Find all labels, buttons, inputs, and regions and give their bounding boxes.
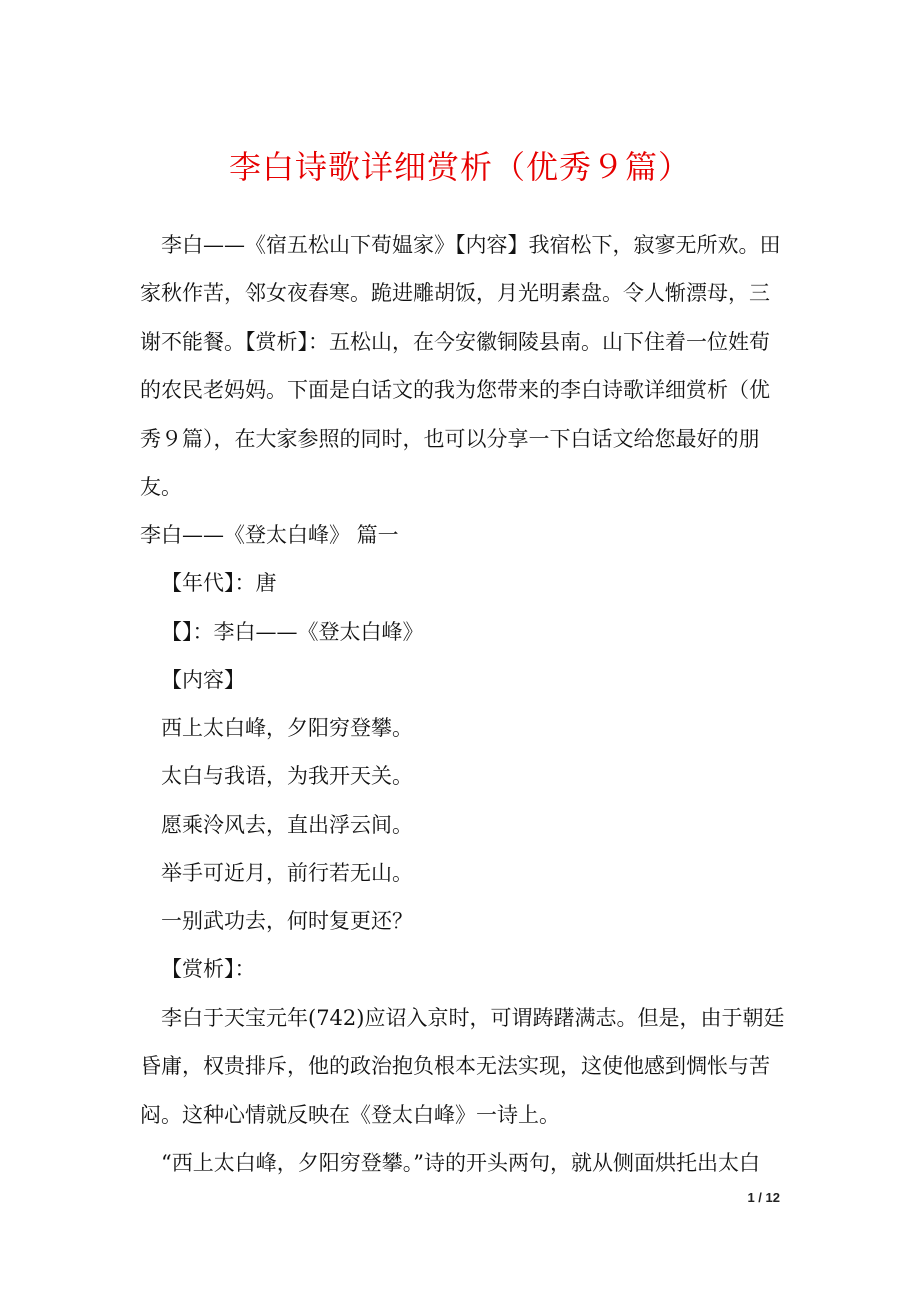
poem-line: 一别武功去，何时复更还？: [161, 909, 413, 933]
document-title: 李白诗歌详细赏析（优秀９篇）: [228, 148, 691, 186]
intro-paragraph: 李白——《宿五松山下荀媪家》【内容】我宿松下，寂寥无所欢。田家秋作苦，邻女夜舂寒。跪进雕胡饭，月光明素盘。令人惭漂母，三谢不能餐。【赏析】：五松山，在今安徽铜陵县南。山下住着一位姓荀的农民老妈妈。下面是白话文的我为您带来的李白诗歌详细赏析（优秀９篇），在大家参照的同时，也可以分享一下白话文给您最好的朋友。: [140, 233, 781, 500]
analysis-paragraph: 李白于天宝元年(742)应诏入京时，可谓踌躇满志。但是，由于朝廷昏庸，权贵排斥，他的政治抱负根本无法实现，这使他感到惆怅与苦闷。这种心情就反映在《登太白峰》一诗上。: [140, 1006, 785, 1127]
analysis-paragraph: “西上太白峰，夕阳穷登攀。”诗的开头两句，就从侧面烘托出太白: [161, 1151, 760, 1175]
era-line: 【年代】：唐: [161, 571, 277, 595]
poem-line: 愿乘泠风去，直出浮云间。: [161, 813, 413, 837]
section-heading: 李白——《登太白峰》 篇一: [140, 523, 399, 547]
author-line: 【】：李白——《登太白峰》: [161, 620, 424, 644]
poem-line: 西上太白峰，夕阳穷登攀。: [161, 716, 413, 740]
content-label: 【内容】: [161, 668, 245, 692]
analysis-label: 【赏析】：: [161, 957, 256, 981]
poem-line: 太白与我语，为我开天关。: [161, 764, 413, 788]
poem-line: 举手可近月，前行若无山。: [161, 861, 413, 885]
page-indicator: 1 / 12: [747, 1190, 780, 1205]
